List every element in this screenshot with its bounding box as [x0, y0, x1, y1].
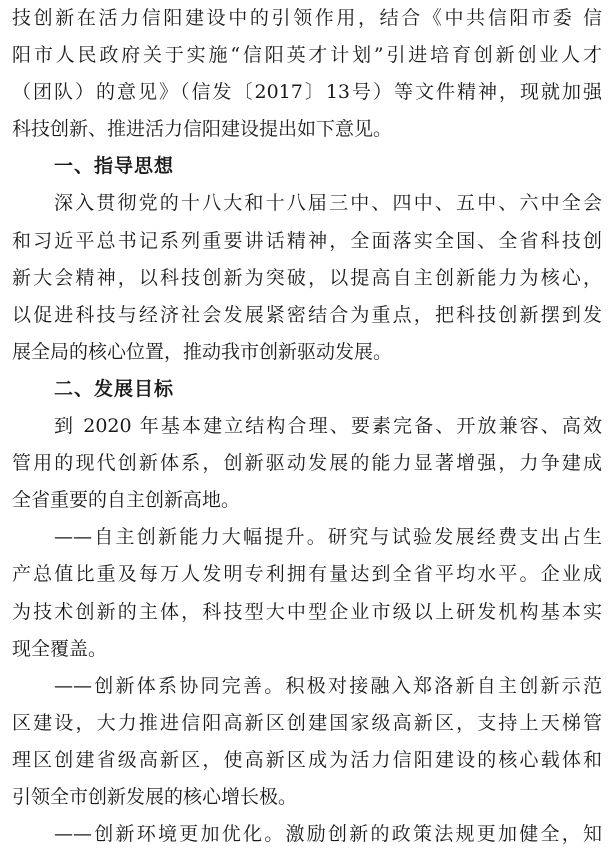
text-line: 和习近平总书记系列重要讲话精神，全面落实全国、全省科技创: [12, 229, 602, 252]
text-line: 以促进科技与经济社会发展紧密结合为重点，把科技创新摆到发: [12, 303, 602, 326]
text-line: （团队）的意见》（信发〔2017〕13号）等文件精神，现就加强: [12, 81, 602, 104]
innovation-capacity-paragraph: [12, 519, 602, 667]
section-heading-guiding-ideology: 一、指导思想: [54, 155, 175, 178]
text-line: 深入贯彻党的十八大和十八届三中、四中、五中、六中全会: [54, 192, 602, 215]
innovation-system-paragraph: [12, 668, 602, 816]
document-page: [12, 0, 602, 853]
text-line: ——创新环境更加优化。激励创新的政策法规更加健全，知: [54, 823, 602, 846]
text-line: 引领全市创新发展的核心增长极。: [12, 785, 298, 808]
text-line: 到 2020 年基本建立结构合理、要素完备、开放兼容、高效: [54, 415, 602, 438]
text-line: ——创新体系协同完善。积极对接融入郑洛新自主创新示范: [54, 674, 602, 697]
innovation-environment-paragraph: [12, 816, 602, 853]
text-line: 为技术创新的主体，科技型大中型企业市级以上研发机构基本实: [12, 600, 602, 623]
text-line: 科技创新、推进活力信阳建设提出如下意见。: [12, 118, 393, 141]
intro-paragraph: [12, 0, 602, 148]
text-line: 区建设，大力推进信阳高新区创建国家级高新区，支持上天梯管: [12, 711, 602, 734]
text-line: 展全局的核心位置，推动我市创新驱动发展。: [12, 340, 393, 363]
goals-paragraph: [12, 408, 602, 519]
text-line: 产总值比重及每万人发明专利拥有量达到全省平均水平。企业成: [12, 563, 602, 586]
text-line: 技创新在活力信阳建设中的引领作用，结合《中共信阳市委 信: [12, 7, 602, 29]
guiding-ideology-paragraph: [12, 185, 602, 370]
text-line: 现全覆盖。: [12, 637, 108, 660]
text-line: 新大会精神，以科技创新为突破，以提高自主创新能力为核心，: [12, 266, 602, 289]
text-line: 理区创建省级高新区，使高新区成为活力信阳建设的核心载体和: [12, 748, 602, 771]
text-line: 管用的现代创新体系，创新驱动发展的能力显著增强，力争建成: [12, 452, 602, 475]
text-line: ——自主创新能力大幅提升。研究与试验发展经费支出占生: [54, 526, 602, 549]
text-line: 阳市人民政府关于实施“信阳英才计划”引进培育创新创业人才: [12, 44, 602, 67]
section-heading-development-goals: 二、发展目标: [54, 377, 175, 400]
text-line: 全省重要的自主创新高地。: [12, 489, 241, 512]
